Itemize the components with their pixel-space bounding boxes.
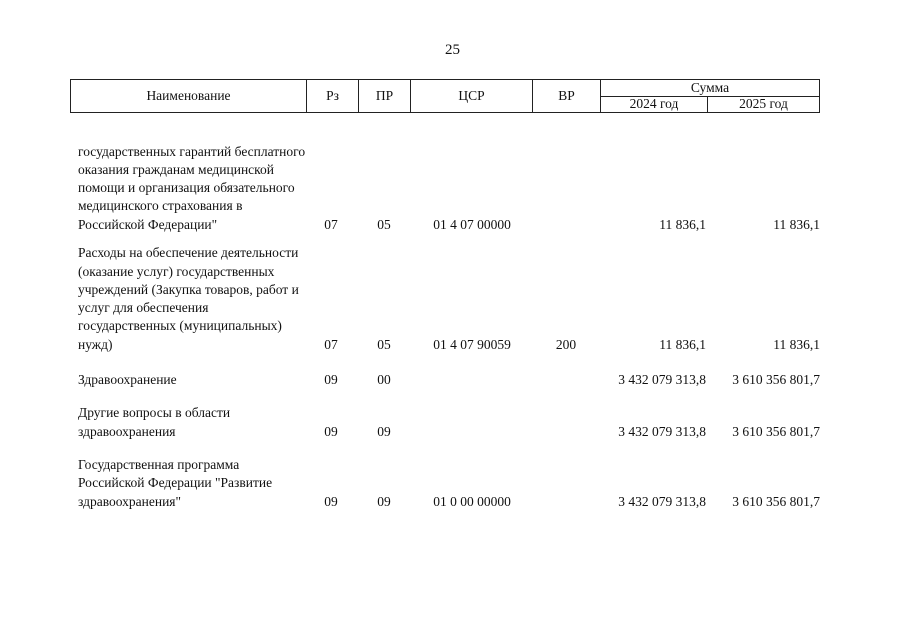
row-sum-2025: 3 610 356 801,7 bbox=[732, 371, 820, 387]
row-sum-2025: 11 836,1 bbox=[773, 336, 820, 352]
header-pr: ПР bbox=[359, 80, 411, 112]
table-row bbox=[0, 128, 905, 234]
header-name: Наименование bbox=[71, 80, 307, 112]
row-pr: 00 bbox=[377, 371, 391, 387]
page-number: 25 bbox=[445, 42, 460, 58]
row-csr: 01 0 00 00000 bbox=[433, 493, 511, 509]
row-rz: 09 bbox=[324, 423, 338, 439]
row-csr: 01 4 07 00000 bbox=[433, 216, 511, 232]
header-rz: Рз bbox=[307, 80, 359, 112]
table-header bbox=[70, 79, 820, 113]
row-csr: 01 4 07 90059 bbox=[433, 336, 511, 352]
row-rz: 07 bbox=[324, 336, 338, 352]
table-row bbox=[0, 457, 905, 511]
table-row bbox=[0, 245, 905, 354]
row-pr: 09 bbox=[377, 493, 391, 509]
row-sum-2025: 11 836,1 bbox=[773, 216, 820, 232]
row-name: Другие вопросы в области здравоохранения bbox=[78, 405, 231, 439]
row-sum-2024: 11 836,1 bbox=[659, 216, 706, 232]
row-name: государственных гарантий бесплатного оказания гражданам медицинской помощи и организация обязательного медицинского страхования в Российской Федерации" bbox=[78, 143, 306, 232]
row-pr: 05 bbox=[377, 336, 391, 352]
row-name: Расходы на обеспечение деятельности (оказание услуг) государственных учреждений (Закупка товаров, работ и услуг для обеспечения государственных (муниципальных) нужд) bbox=[78, 245, 299, 352]
row-sum-2024: 11 836,1 bbox=[659, 336, 706, 352]
row-sum-2024: 3 432 079 313,8 bbox=[618, 423, 706, 439]
header-vr: ВР bbox=[533, 80, 601, 112]
row-rz: 07 bbox=[324, 216, 338, 232]
row-sum-2025: 3 610 356 801,7 bbox=[732, 493, 820, 509]
row-pr: 09 bbox=[377, 423, 391, 439]
header-csr: ЦСР bbox=[411, 80, 533, 112]
header-sum-group bbox=[601, 80, 819, 112]
row-sum-2024: 3 432 079 313,8 bbox=[618, 493, 706, 509]
row-rz: 09 bbox=[324, 371, 338, 387]
table-row bbox=[0, 405, 905, 441]
header-sum: Сумма bbox=[601, 80, 819, 97]
header-year-2025: 2025 год bbox=[739, 96, 788, 111]
table-row bbox=[0, 371, 905, 389]
row-vr: 200 bbox=[555, 336, 577, 352]
row-name: Здравоохранение bbox=[78, 371, 177, 387]
header-year-2024: 2024 год bbox=[601, 96, 708, 112]
row-sum-2025: 3 610 356 801,7 bbox=[732, 423, 820, 439]
row-rz: 09 bbox=[324, 493, 338, 509]
row-name: Государственная программа Российской Федерации "Развитие здравоохранения" bbox=[78, 457, 273, 509]
row-sum-2024: 3 432 079 313,8 bbox=[618, 371, 706, 387]
row-pr: 05 bbox=[377, 216, 391, 232]
